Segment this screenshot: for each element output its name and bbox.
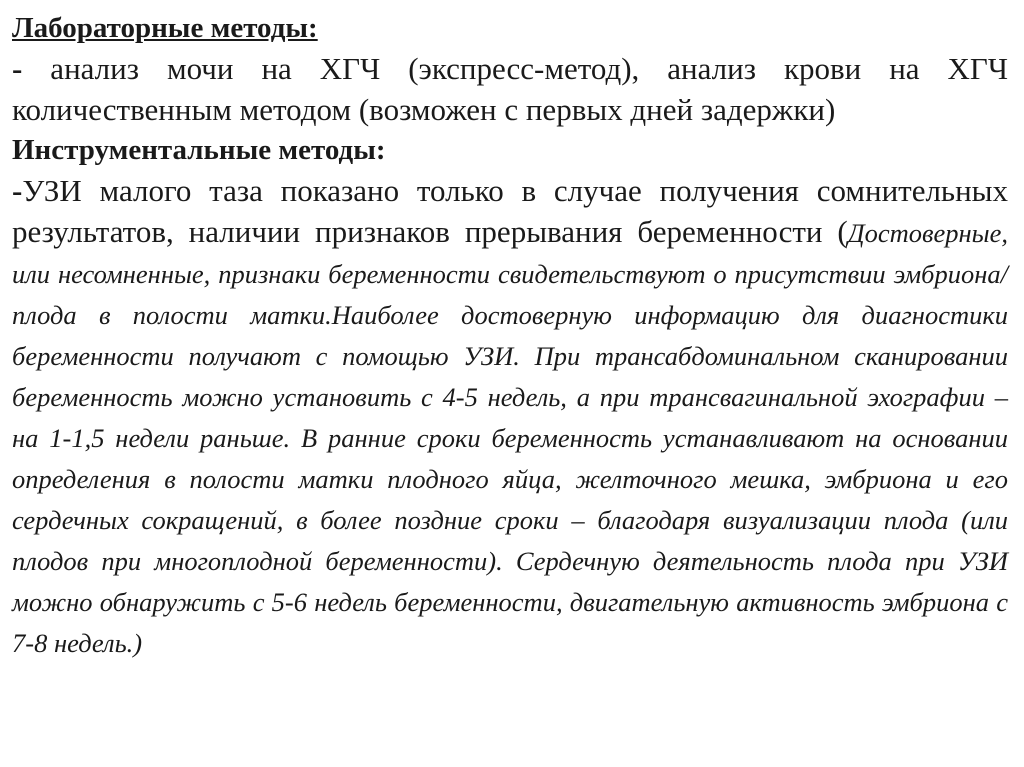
lab-dash: -: [12, 51, 23, 86]
lab-methods-text: [12, 48, 1008, 130]
instrumental-methods-text: [12, 170, 1008, 662]
instrumental-dash: -: [12, 173, 23, 208]
slide-content: [12, 8, 1008, 662]
instrumental-text: УЗИ малого таза показано только в случае получения сомнительных результатов, наличии признаков прерывания беременности (: [12, 173, 1008, 249]
lab-methods-heading: Лабораторные методы:: [12, 12, 318, 44]
lab-text: анализ мочи на ХГЧ (экспресс-метод), анализ крови на ХГЧ количественным методом (возможен с первых дней задержки): [12, 51, 1008, 127]
instrumental-methods-heading: Инструментальные методы:: [12, 134, 386, 166]
ultrasound-details-italic: Достоверные, или несомненные, признаки беременности свидетельствуют о присутствии эмбриона/плода в полости матки.Наиболее достоверную информацию для диагностики беременности получают с помощью УЗИ. При трансабдоминальном сканировании беременность можно установить с 4-5 недель, а при трансвагинальной эхографии – на 1-1,5 недели раньше. В ранние сроки беременность устанавливают на основании определения в полости матки плодного яйца, желточного мешка, эмбриона и его сердечных сокращений, в более поздние сроки – благодаря визуализации плода (или плодов при многоплодной беременности). Сердечную деятельность плода при УЗИ можно обнаружить с 5-6 недель беременности, двигательную активность эмбриона с 7-8 недель.): [12, 218, 1008, 658]
